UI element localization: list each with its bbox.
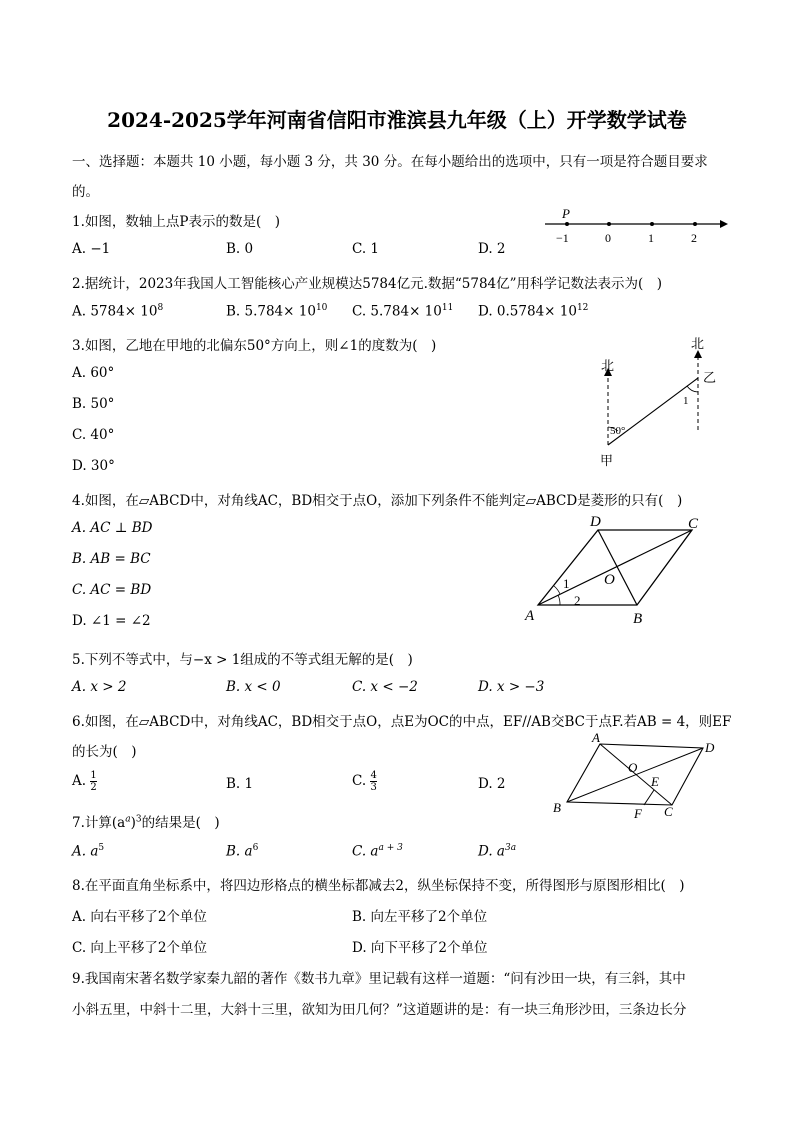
q4-option-b: B. AB = BC [72,551,151,567]
to-label: 乙 [703,370,717,385]
question-6-stem-cont: 的长为( ) [72,744,137,760]
diagonal-bd [567,748,703,802]
q7-option-b: B. $a^6$ [226,843,259,860]
point-e: E [651,774,659,789]
section-heading: 一、选择题：本题共 10 小题，每小题 3 分，共 30 分。在每小题给出的选项中，只有一项是符合题目要求 [72,154,708,170]
number-line-arrow [720,220,728,228]
q2-option-c: C. $5.784\times 10^{11}$ [352,303,454,320]
q5-option-c: C. x < −2 [352,679,418,695]
vertex-d: D [705,740,715,755]
q6-option-c: C. $\frac{4}{3}$ [352,770,377,793]
number-line-point-1 [650,222,654,226]
section-heading-cont: 的。 [72,184,99,200]
question-8-stem: 8.在平面直角坐标系中，将四边形格点的横坐标都减去2，纵坐标保持不变，所得图形与原图形相比( ) [72,878,685,894]
q8-option-d: D. 向下平移了2个单位 [352,940,488,956]
q7-option-d: D. $a^{3a}$ [478,843,517,860]
q4-option-c: C. AC = BD [72,582,152,598]
q5-option-b: B. x < 0 [226,679,281,695]
q8-option-a: A. 向右平移了2个单位 [72,909,207,925]
number-line-figure [540,200,730,250]
angle-1-label: 1 [563,576,570,591]
vertex-b: B [553,800,561,815]
page-title: 2024-2025学年河南省信阳市淮滨县九年级（上）开学数学试卷 [107,108,687,132]
vertex-a: A [592,732,600,745]
q3-option-c: C. 40° [72,427,115,443]
vertex-d: D [590,514,601,530]
q6-option-b: B. 1 [226,776,254,792]
q8-option-b: B. 向左平移了2个单位 [352,909,488,925]
question-9-stem: 9.我国南宋著名数学家秦九韶的著作《数书九章》里记载有这样一道题：“问有沙田一块，有三斜，其中 [72,971,686,987]
q6-option-d: D. 2 [478,776,506,792]
question-5-stem: 5.下列不等式中，与−x > 1组成的不等式组无解的是( ) [72,652,413,668]
rhombus-figure [520,510,720,630]
question-3-stem: 3.如图，乙地在甲地的北偏东50°方向上，则∠1的度数为( ) [72,338,437,354]
q5-option-a: A. x > 2 [72,679,127,695]
q3-option-d: D. 30° [72,458,115,474]
number-line-label-p: P [562,206,570,221]
q1-option-a: A. −1 [72,241,111,257]
north-arrow-right [694,350,702,358]
number-line-tick-2: 2 [691,231,697,245]
number-line-tick-1: 1 [648,231,654,245]
parallelogram-figure [545,732,725,822]
compass-figure [585,330,725,475]
vertex-c: C [688,516,699,532]
north-label-right: 北 [691,336,705,351]
center-o: O [604,572,615,588]
q8-option-c: C. 向上平移了2个单位 [72,940,208,956]
diagonal-bd [598,530,637,605]
q7-option-c: C. $a^{a + 3}$ [352,843,403,860]
question-2-stem: 2.据统计，2023年我国人工智能核心产业规模达5784亿元.数据“5784亿”用科学记数法表示为( ) [72,276,663,292]
q2-option-b: B. $5.784\times 10^{10}$ [226,303,328,320]
q4-option-a: A. AC ⊥ BD [72,520,153,536]
angle-1-arc [554,586,560,594]
number-line-tick-neg1: −1 [556,231,569,245]
segment-ef [644,790,654,805]
question-1-stem: 1.如图，数轴上点P表示的数是( ) [72,214,280,230]
angle-50-label: 50° [610,425,626,437]
from-label: 甲 [600,453,614,468]
diagonal-ac [538,530,692,605]
angle-2-arc [558,595,560,605]
angle-1-label: 1 [683,395,689,407]
point-f: F [634,806,642,821]
angle-2-label: 2 [574,593,581,608]
q3-option-b: B. 50° [72,396,115,412]
q1-option-d: D. 2 [478,241,506,257]
q5-option-d: D. x > −3 [478,679,545,695]
q3-option-a: A. 60° [72,365,115,381]
angle-arc-1 [687,386,698,392]
question-7-stem: 7.计算$(a^a)^3$的结果是( ) [72,814,220,831]
q7-option-a: A. $a^5$ [72,843,105,860]
question-9-stem-cont: 小斜五里，中斜十二里，大斜十三里，欲知为田几何？”这道题讲的是：有一块三角形沙田，三条边长分 [72,1002,687,1018]
number-line-point-2 [693,222,697,226]
question-4-stem: 4.如图，在▱ABCD中，对角线AC，BD相交于点O，添加下列条件不能判定▱ABCD是菱形的只有( ) [72,493,683,509]
q1-option-c: C. 1 [352,241,380,257]
q2-option-d: D. $0.5784\times 10^{12}$ [478,303,589,320]
vertex-a: A [525,608,535,624]
number-line-tick-0: 0 [605,231,611,245]
north-label-left: 北 [601,358,615,373]
number-line-point-0 [607,222,611,226]
q1-option-b: B. 0 [226,241,254,257]
question-6-stem: 6.如图，在▱ABCD中，对角线AC，BD相交于点O，点E为OC的中点，EF//AB交BC于点F.若AB = 4，则EF [72,714,732,730]
number-line-point-p [565,222,569,226]
center-o: O [628,760,638,775]
vertex-c: C [664,804,673,819]
q2-option-a: A. $5784\times 10^8$ [72,303,164,320]
q6-option-a: A. $\frac{1}{2}$ [72,770,97,793]
q4-option-d: D. ∠1 = ∠2 [72,613,151,629]
vertex-b: B [633,611,643,627]
